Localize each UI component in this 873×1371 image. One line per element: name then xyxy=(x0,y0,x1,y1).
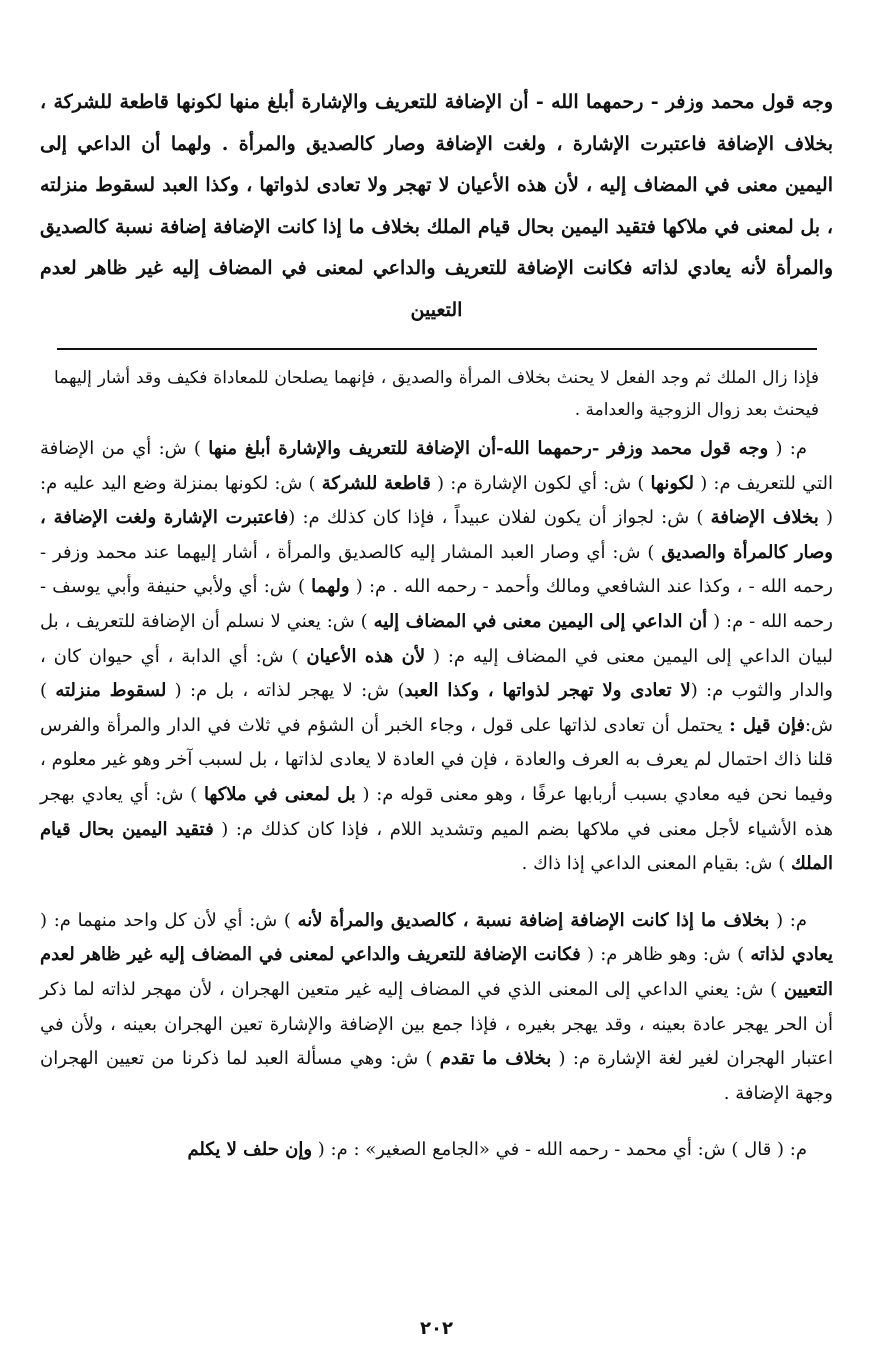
separator-rule xyxy=(57,348,817,350)
commentary-segment: ) ش: أي وصار العبد المشار إليه كالصديق والمرأة ، أشار إليهما عند محمد وزفر - رحمه الله - ، وكذا عند الشافعي ومالك وأحمد - رحمه الله . م: ( xyxy=(40,541,833,598)
quoted-matn-segment: بخلاف الإضافة xyxy=(710,507,819,529)
commentary-segment: ) ش: يعني الداعي إلى المعنى الذي في المضاف إليه غير متعين الهجران ، لأن مهجر لذاته لما ذكر أن الحر يهجر عادة بعينه ، وقد يهجر بغيره ، فإذا جمع بين الإضافة والإشارة تعين الهجران بعينه ، ولأن في اعتبار الهجران لغير لغة الإشارة م: ( xyxy=(40,978,833,1070)
commentary-segment: ) ش: أي من الإضافة التي للتعريف م: ( xyxy=(40,438,834,494)
commentary-segment: ) ش: وهو ظاهر م: ( xyxy=(580,944,751,966)
page-number: ٢٠٢ xyxy=(420,1318,453,1339)
quoted-matn-segment: فاعتبرت الإشارة ولغت الإضافة ، وصار كالمرأة والصديق xyxy=(40,507,833,563)
commentary-segment: ) ش: لكونها بمنزلة وضع اليد عليه م: ( xyxy=(40,472,833,529)
commentary-segment: ) ش: لجواز أن يكون لفلان عبيداً ، فإذا كان كذلك م: ( xyxy=(288,507,711,529)
commentary xyxy=(40,432,833,1168)
quoted-matn-segment: بخلاف ما إذا كانت الإضافة إضافة نسبة ، كالصديق والمرأة لأنه xyxy=(297,909,770,931)
commentary-segment: ) ش: xyxy=(40,680,834,736)
commentary-segment: ) ش: أي يعادي بهجر هذه الأشياء لأجل معنى في ملاكها بضم الميم وتشديد اللام ، فإذا كان كذلك م: ( xyxy=(40,783,833,840)
commentary-segment: ) ش: يعني لا نسلم أن الإضافة للتعريف ، بل لبيان الداعي إلى اليمين معنى في المضاف إليه م: ( xyxy=(40,610,833,667)
commentary-segment: يحتمل أن تعادى لذاتها على قول ، وجاء الخبر أن الشؤم في ثلاث في الدار والمرأة والفرس قلنا ذاك احتمال لم يعرف به العرف والعادة ، فإن في العادة لا يعادى لذاتها ، بل لسبب آخر وهو غير معلوم ، وفيما نحن فيه معادي بسبب أربابها عرفًا ، وهو معنى قوله م: ( xyxy=(40,714,833,805)
commentary-segment: ) ش: أي ولأبي حنيفة وأبي يوسف - رحمه الله - م: ( xyxy=(40,576,833,632)
commentary-segment: ) ش: أي الدابة ، أي حيوان كان ، والدار والثوب م: ( xyxy=(40,645,833,702)
commentary-segment: ) ش: وهي مسألة العبد لما ذكرنا من تعيين الهجران وجهة الإضافة . xyxy=(40,1048,833,1104)
commentary-paragraph xyxy=(40,904,833,1112)
quoted-matn-segment: بل لمعنى في ملاكها xyxy=(203,783,356,805)
quoted-matn-segment: بخلاف ما تقدم xyxy=(439,1048,552,1070)
quoted-matn-segment: لا تعادى ولا تهجر لذواتها ، وكذا العبد xyxy=(404,680,691,702)
quoted-matn-segment: لسقوط منزلته xyxy=(55,680,167,702)
quoted-matn-segment: فإن قيل : xyxy=(729,714,805,736)
quoted-matn-segment: أن الداعي إلى اليمين معنى في المضاف إليه xyxy=(373,610,708,632)
commentary-segment: ) ش: بقيام المعنى الداعي إذا ذاك . xyxy=(521,853,791,875)
commentary-segment: م: ( xyxy=(769,909,807,931)
quoted-matn-segment: لكونها xyxy=(650,472,695,494)
footnote: فإذا زال الملك ثم وجد الفعل لا يحنث بخلاف المرأة والصديق ، فإنهما يصلحان للمعاداة فكيف وقد أشار إليهما فيحنث بعد زوال الزوجية والعدامة . xyxy=(54,368,819,420)
quoted-matn-segment: ولهما xyxy=(311,576,350,598)
commentary-segment: م: ( xyxy=(768,438,807,459)
commentary-paragraph xyxy=(40,1133,833,1168)
commentary-segment: ) ش: أي لأن كل واحد منهما م: ( xyxy=(40,909,298,931)
commentary-segment: ) ش: أي لكون الإشارة م: ( xyxy=(430,472,651,494)
quoted-matn-segment: يعادي لذاته xyxy=(750,944,833,966)
quoted-matn-segment: قاطعة للشركة xyxy=(321,472,431,494)
matn-text: وجه قول محمد وزفر - رحمهما الله - أن الإضافة للتعريف والإشارة أبلغ منها لكونها قاطعة للشركة ، بخلاف الإضافة فاعتبرت الإشارة ، ولغت الإضافة وصار كالصديق والمرأة . ولهما أن الداعي إلى اليمين معنى في المضاف إليه ، لأن هذه الأعيان لا تهجر ولا تعادى لذواتها ، وكذا العبد لسقوط منزلته ، بل لمعنى في ملاكها فتقيد اليمين بحال قيام الملك بخلاف ما إذا كانت الإضافة إضافة نسبة كالصديق والمرأة لأنه يعادي لذاته فكانت الإضافة للتعريف والداعي لمعنى في المضاف إليه غير ظاهر لعدم التعيين xyxy=(40,91,833,321)
quoted-matn-segment: وإن حلف لا يكلم xyxy=(187,1139,313,1161)
quoted-matn-segment: وجه قول محمد وزفر -رحمهما الله-أن الإضافة للتعريف والإشارة أبلغ منها xyxy=(208,438,769,459)
commentary-segment: ) ش: لا يهجر لذاته ، بل م: ( xyxy=(166,680,405,702)
quoted-matn-segment: فتقيد اليمين بحال قيام الملك xyxy=(40,818,833,875)
quoted-matn-segment: لأن هذه الأعيان xyxy=(306,645,426,667)
commentary-paragraph xyxy=(40,432,833,882)
quoted-matn-segment: فكانت الإضافة للتعريف والداعي لمعنى في المضاف إليه غير ظاهر لعدم التعيين xyxy=(40,944,833,1000)
book-page xyxy=(40,82,833,1190)
commentary-segment: م: ( قال ) ش: أي محمد - رحمه الله - في «الجامع الصغير» : م: ( xyxy=(312,1139,807,1161)
